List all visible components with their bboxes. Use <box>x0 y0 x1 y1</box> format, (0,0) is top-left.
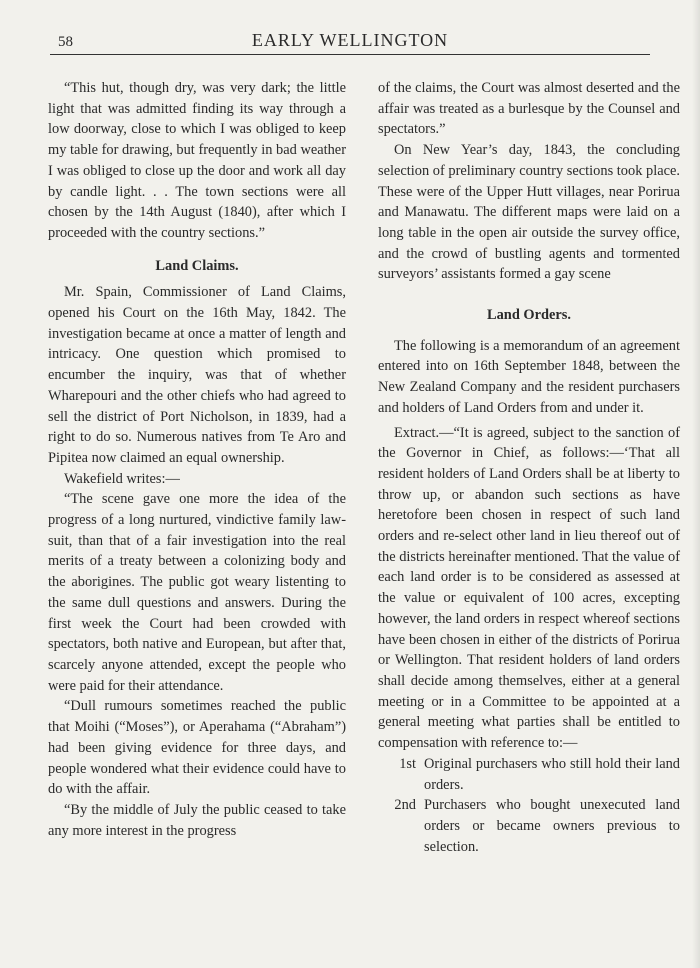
list-item <box>378 795 680 857</box>
list-item <box>378 754 680 795</box>
paragraph: On New Year’s day, 1843, the concluding selection of preliminary country sections took place. These were of the Upper Hutt villages, near Porirua and Manawatu. The different maps were laid on a long table in the open air outside the survey office, and the crowd of bustling agents and tormented surveyors’ assistants formed a gay scene <box>378 142 680 283</box>
list-item-number: 1st <box>399 755 416 772</box>
running-title: EARLY WELLINGTON <box>251 30 449 50</box>
page-number: 58 <box>58 34 73 50</box>
paragraph: Wakefield writes:— <box>64 470 180 487</box>
header-rule <box>50 54 650 55</box>
paragraph: The following is a memorandum of an agreement entered into on 16th September 1848, between the New Zealand Company and the resident purchasers and holders of Land Orders from and under it. <box>378 337 680 416</box>
paragraph: Mr. Spain, Commissioner of Land Claims, opened his Court on the 16th May, 1842. The investigation became at once a matter of length and intricacy. One question which promised to encumber the inquiry, was that of whether Wharepouri and the other chiefs who had agreed to sell the district of Port Nicholson, in 1839, had a right to do so. Numerous natives from Te Aro and Pipitea now claimed an equal ownership. <box>48 284 346 466</box>
left-column <box>48 78 346 841</box>
paragraph: “By the middle of July the public ceased to take any more interest in the progress <box>48 801 346 839</box>
paragraph: of the claims, the Court was almost deserted and the affair was treated as a burlesque by the Counsel and spectators.” <box>378 80 680 138</box>
section-heading-land-orders: Land Orders. <box>487 307 571 324</box>
paragraph: Extract.—“It is agreed, subject to the sanction of the Governor in Chief, as follows:—‘That all resident holders of Land Orders shall be at liberty to throw up, or abandon such sections as have heretofore been chosen in respect of such land orders and re-select other land in lieu thereof out of the districts hereinafter mentioned. That the value of each land order is to be considered as assessed at the value or equivalent of 100 acres, excepting however, the land orders in respect whereof sections have been chosen in either of the districts of Porirua or Wellington. That resident holders of land orders shall decide among themselves, either at a general meeting or in a Committee to be appointed at a general meeting what parties shall be entitled to compensation with reference to:— <box>378 424 680 752</box>
section-heading-land-claims: Land Claims. <box>155 257 239 274</box>
paragraph: “Dull rumours sometimes reached the public that Moihi (“Moses”), or Aperahama (“Abraham”) had been giving evidence for three days, and people wondered what their evidence could have to do with the affair. <box>48 698 346 798</box>
list-item-number: 2nd <box>394 797 416 814</box>
page-edge-shadow <box>692 0 700 968</box>
list-item-text: Original purchasers who still hold their land orders. <box>424 755 680 793</box>
right-column <box>378 78 680 857</box>
paragraph: “This hut, though dry, was very dark; the little light that was admitted finding its way through a low doorway, close to which I was obliged to keep my table for drawing, but frequently in bad weather I was obliged to close up the door and work all day by candle light. . . The town sections were all chosen by the 14th August (1840), after which I proceeded with the country sections.” <box>48 80 346 241</box>
paragraph: “The scene gave one more the idea of the progress of a long nurtured, vindictive family law-suit, than that of a fair investigation into the real merits of a treaty between a colonizing body and the aborigines. The public got weary listenting to the same dull questions and answers. During the first week the Court had been crowded with spectators, both native and European, but after that, scarcely anyone attended, except the people who were paid for their attendance. <box>48 491 346 694</box>
list-item-text: Purchasers who bought unexecuted land orders or became owners previous to selection. <box>424 797 680 855</box>
